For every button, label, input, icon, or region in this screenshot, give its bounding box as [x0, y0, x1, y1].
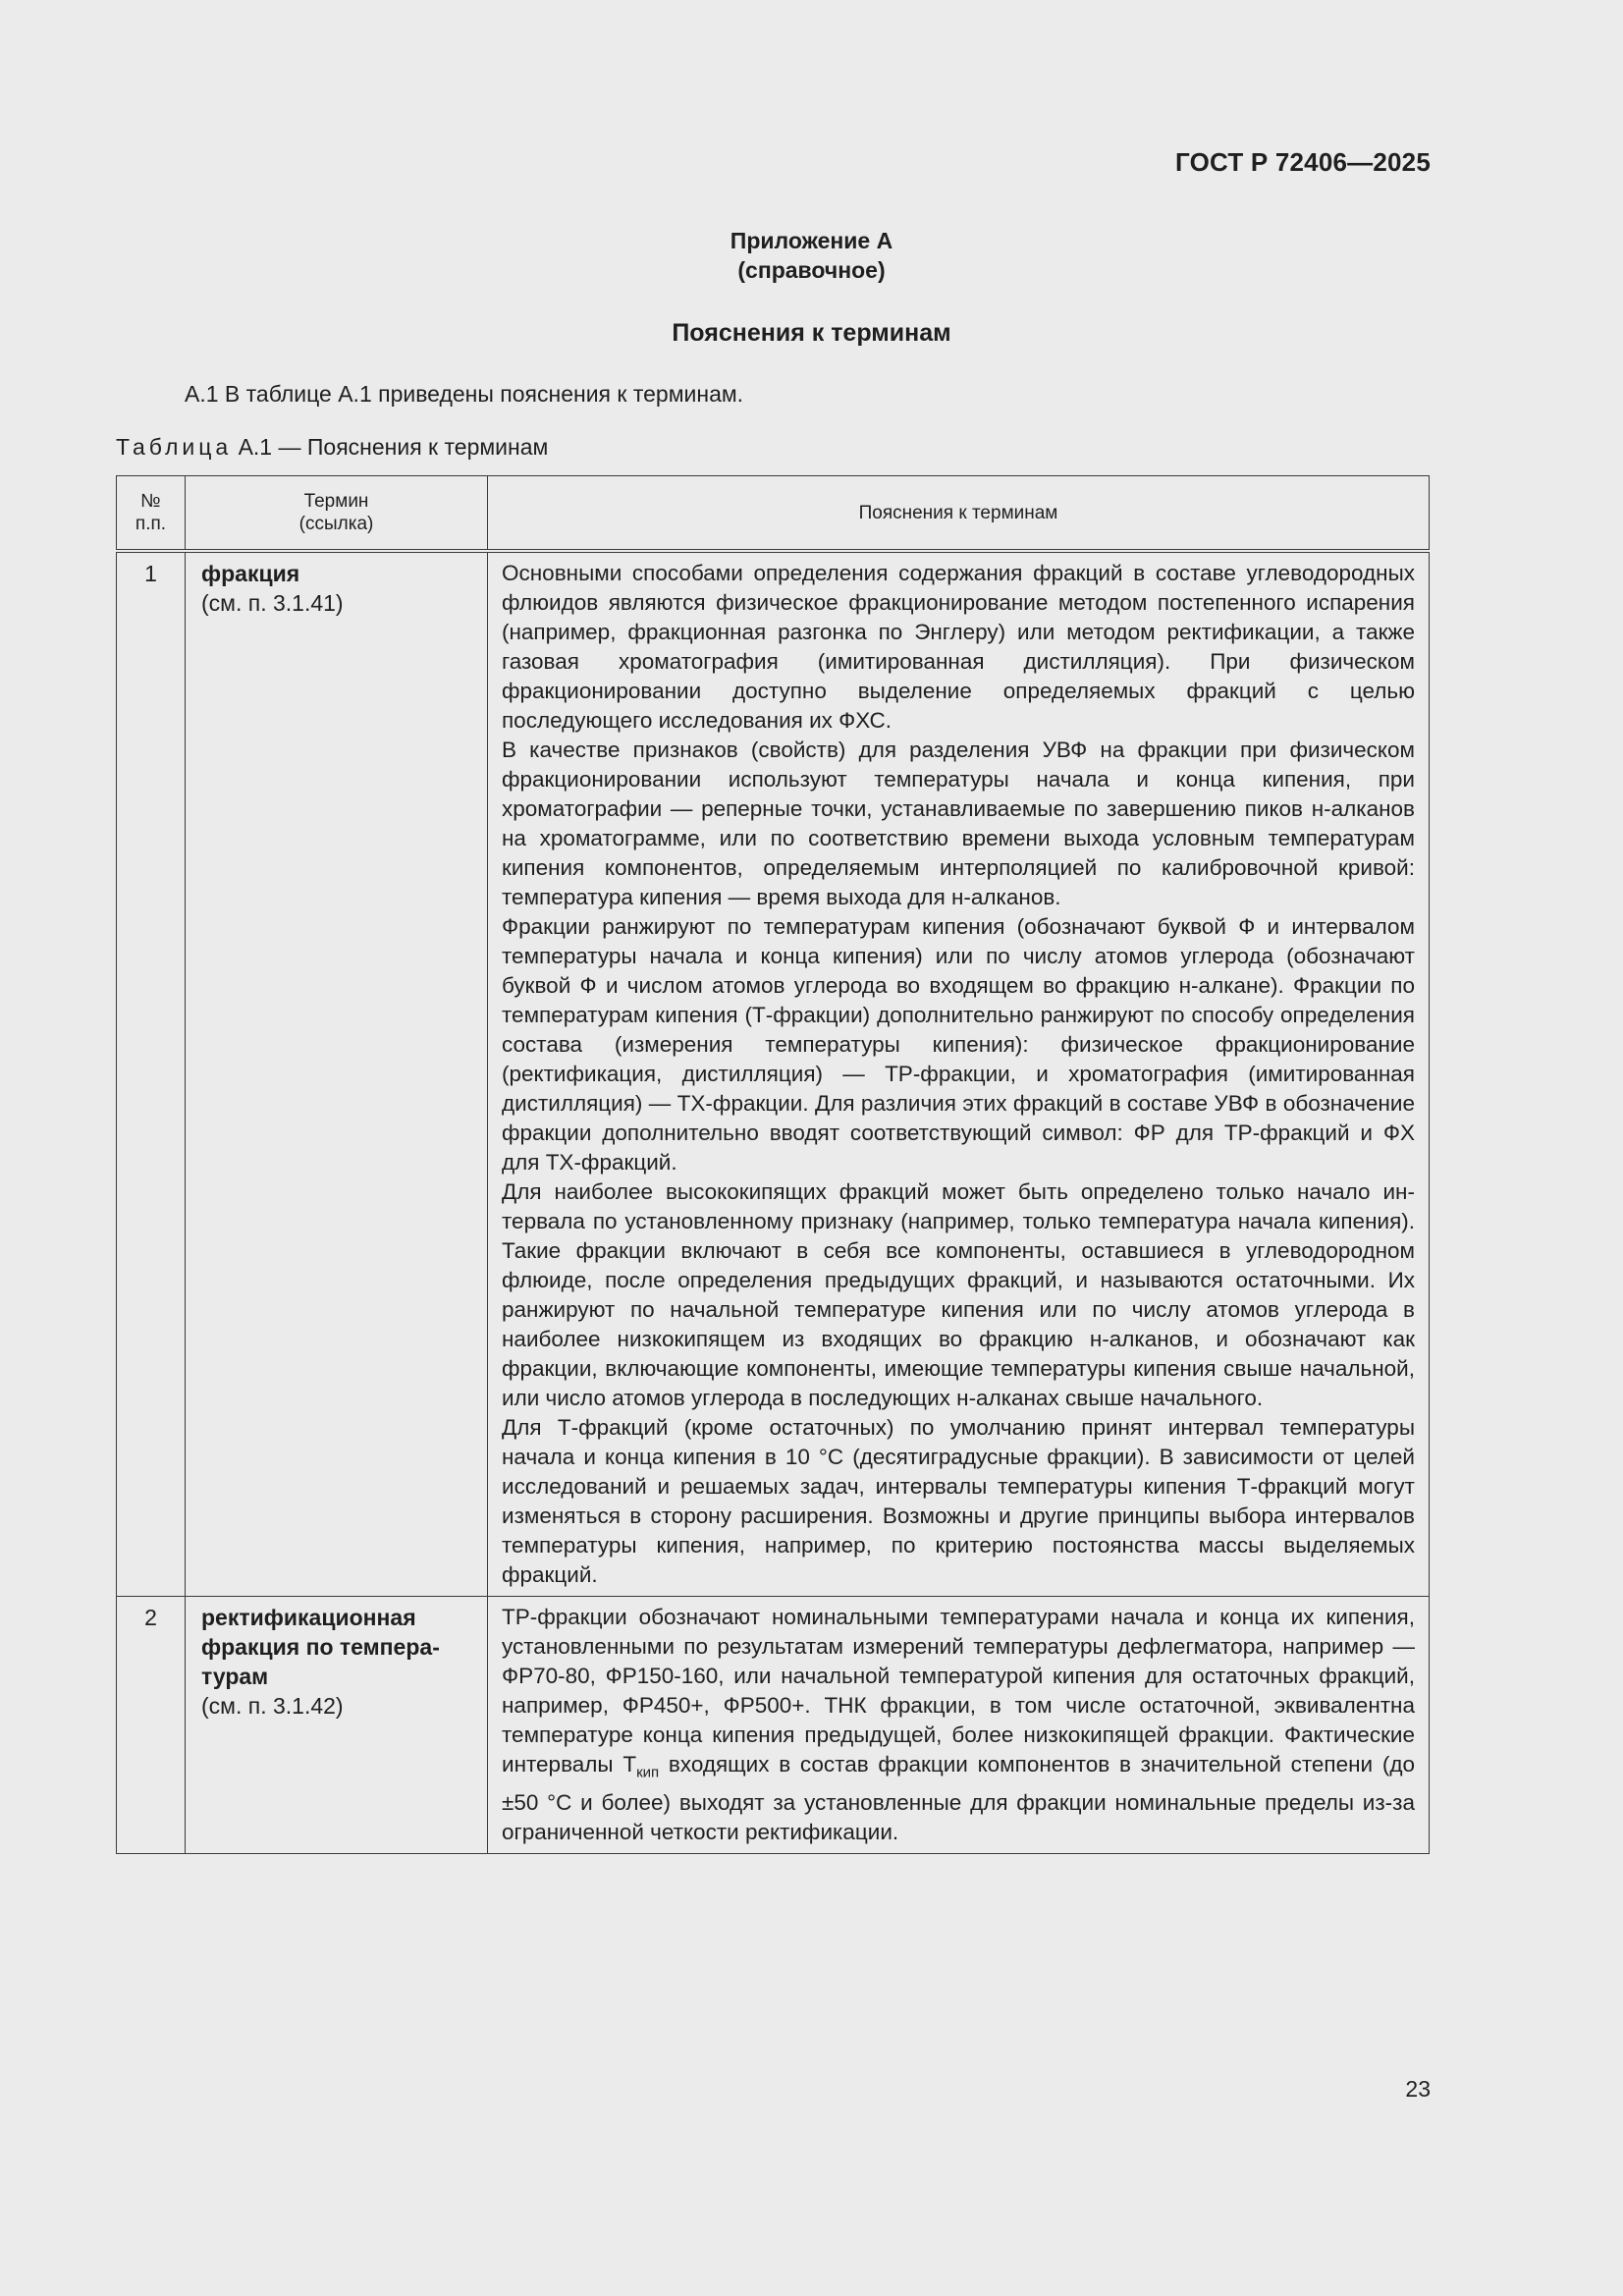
row-term-cell: [186, 1597, 488, 1854]
row-number: 2: [117, 1597, 186, 1854]
intro-paragraph: А.1 В таблице А.1 приведены пояснения к терминам.: [185, 381, 744, 407]
appendix-label: Приложение А: [730, 228, 893, 253]
table-row: [117, 1597, 1430, 1854]
header-num: [117, 476, 186, 552]
explanation-text-before: ТР-фракции обозначают номинальными температурами начала и конца их кипения, установленными по результатам измерений температуры дефлегматора, например — ФР70-80, ФР150-160, или начальной температурой кипения для остаточных фракций, например, ФР450+, ФР500+. ТНК фракции, в том числе остаточной, эквивалентна температуре конца кипения предыдущей, более низкокипящей фракции. Фактические интервалы Т: [502, 1605, 1415, 1777]
explanation-text-after: входящих в состав фракции компонентов в значительной степени (до ±50 °С и более) выходят за установленные для фракции номинальные пределы из-за ограниченной четкости ректификации.: [502, 1752, 1415, 1844]
header-num-line2: п.п.: [135, 514, 167, 534]
header-explanation: Пояснения к терминам: [488, 476, 1430, 552]
row-term-ref: (см. п. 3.1.41): [201, 590, 344, 616]
table-header-row: [117, 476, 1430, 552]
explanation-paragraph: Фракции ранжируют по температурам кипения (обозначают буквой Ф и интервалом температуры начала и конца кипения) или по числу атомов углерода (обозначают буквой Ф и числом атомов углерода во входящем во фракцию н-алкане). Фракции по температурам кипения (Т-фракции) дополнительно ранжируют по способу определения состава (измерения температуры кипения): физическое фракционирование (ректификация, дистилляция) — ТР-фракции, и хроматография (имитированная дистилляция) — ТХ-фракции. Для различия этих фракций в составе УВФ в обозначение фракции дополнительно вводят соответствующий символ: ФР для ТР-фракций и ФХ для ТХ-фракций.: [502, 914, 1415, 1175]
table-row: [117, 551, 1430, 1597]
explanation-paragraph: Основными способами определения содержания фракций в составе углеводородных флюидов являются физическое фракционирование методом постепенного испарения (например, фракционная разгонка по Энглеру) или методом ректификации, а также газовая хроматография (имитированная дистилляция). При физическом фракционировании доступно выделение определяемых фракций с целью последующего исследования их ФХС.: [502, 561, 1415, 733]
terms-table: [116, 475, 1430, 1854]
row-explanation: [488, 551, 1430, 1597]
page-number: 23: [1405, 2076, 1431, 2102]
header-term-line1: Термин: [303, 491, 369, 512]
row-explanation: [488, 1597, 1430, 1854]
row-term: фракция: [201, 561, 300, 586]
row-number: 1: [117, 551, 186, 1597]
table-caption: [116, 434, 548, 461]
row-term: ректификационная фракция по температурам: [201, 1605, 440, 1689]
explanation-paragraph: В качестве признаков (свойств) для разделения УВФ на фракции при физическом фракционировании используют температуры начала и конца кипения, при хроматографии — реперные точки, устанавливаемые по завершению пиков н-алканов на хроматограмме, или по соответствию времени выхода условным температурам кипения компонентов, определяемым интерполяцией по калибровочной кривой: температура кипения — время выхода для н-алканов.: [502, 738, 1415, 909]
header-num-line1: №: [140, 491, 161, 512]
explanation-paragraph: Для Т-фракций (кроме остаточных) по умолчанию принят интервал температуры начала и конца кипения в 10 °С (десятиградусные фракции). В зависимости от целей исследований и решаемых задач, интервалы температуры кипения Т-фракций могут изменяться в сторону расширения. Возможны и другие принципы выбора интервалов температуры кипения, например, по критерию постоянства массы выделяемых фракций.: [502, 1415, 1415, 1587]
table-caption-word: Таблица: [116, 434, 233, 460]
boiling-subscript: кип: [636, 1764, 660, 1781]
header-term: [186, 476, 488, 552]
appendix-heading: [0, 226, 1623, 285]
header-term-line2: (ссылка): [298, 514, 374, 534]
appendix-kind: (справочное): [737, 257, 886, 283]
appendix-title: Пояснения к терминам: [672, 319, 951, 347]
row-term-ref: (см. п. 3.1.42): [201, 1693, 344, 1719]
standard-code: ГОСТ Р 72406—2025: [1175, 147, 1431, 177]
explanation-paragraph: [502, 1603, 1415, 1847]
table-caption-rest: А.1 — Пояснения к терминам: [232, 434, 549, 460]
row-term-cell: [186, 551, 488, 1597]
explanation-paragraph: Для наиболее высококипящих фракций может быть определено только начало интервала по установленному признаку (например, только температура начала кипения). Такие фракции включают в себя все компоненты, оставшиеся в углеводородном флюиде, после определения предыдущих фракций, и называются остаточными. Их ранжируют по начальной температуре кипения или по числу атомов углерода в наиболее низкокипящем из входящих во фракцию н-алканов, и обозначают как фракции, включающие компоненты, имеющие температуры кипения свыше начальной, или число атомов углерода в последующих н-алканах свыше начального.: [502, 1179, 1415, 1410]
